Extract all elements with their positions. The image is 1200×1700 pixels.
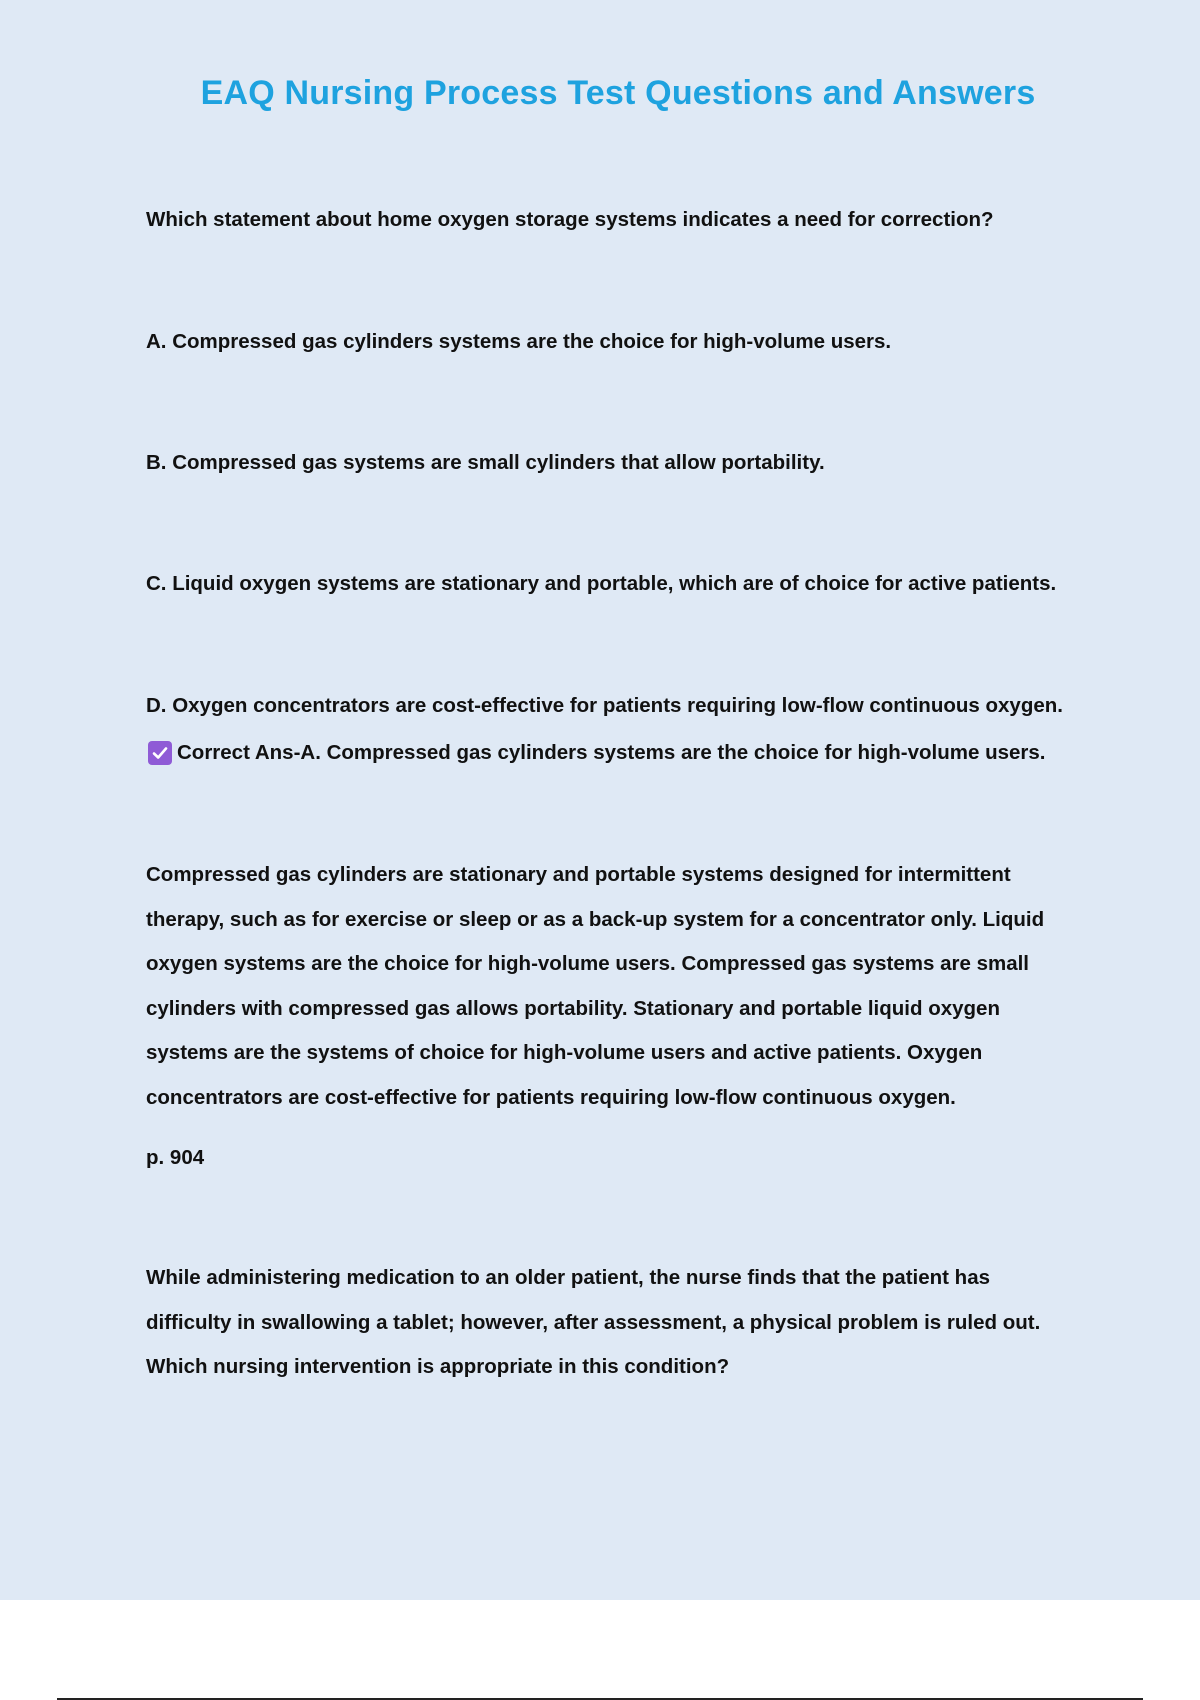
rationale-line: systems are the systems of choice for high-volume users and active patients. Oxygen (146, 1041, 983, 1064)
rationale-line: cylinders with compressed gas allows portability. Stationary and portable liquid oxygen (146, 996, 1000, 1020)
rationale (146, 853, 1096, 1120)
document-title: EAQ Nursing Process Test Questions and Answers (200, 74, 1036, 112)
rationale-line: concentrators are cost-effective for patients requiring low-flow continuous oxygen. (146, 1085, 956, 1109)
rationale-line: oxygen systems are the choice for high-volume users. Compressed gas systems are small (146, 952, 1030, 975)
question-1-option-b: B. Compressed gas systems are small cylinders that allow portability. (146, 451, 825, 474)
page-reference: p. 904 (146, 1146, 205, 1169)
question-2-line: Which nursing intervention is appropriate in this condition? (146, 1355, 730, 1378)
question-1-text: Which statement about home oxygen storage systems indicates a need for correction? (146, 208, 994, 231)
question-2-line: While administering medication to an older patient, the nurse finds that the patient has (146, 1266, 991, 1289)
question-2-line: difficulty in swallowing a tablet; however, after assessment, a physical problem is ruled out. (146, 1310, 1041, 1334)
correct-answer-text: Correct Ans-A. Compressed gas cylinders systems are the choice for high-volume users. (177, 741, 1046, 764)
rationale-line: therapy, such as for exercise or sleep or as a back-up system for a concentrator only. Liquid (146, 907, 1045, 931)
rationale-line: Compressed gas cylinders are stationary and portable systems designed for intermittent (146, 863, 1011, 886)
question-1-option-d: D. Oxygen concentrators are cost-effective for patients requiring low-flow continuous oxygen. (146, 694, 1063, 717)
correct-answer (148, 738, 1046, 768)
checkbox-checked-icon (148, 741, 172, 765)
question-1-option-a: A. Compressed gas cylinders systems are the choice for high-volume users. (146, 330, 892, 353)
question-2-text (146, 1256, 1096, 1390)
question-1-option-c: C. Liquid oxygen systems are stationary and portable, which are of choice for active patients. (146, 572, 1057, 595)
